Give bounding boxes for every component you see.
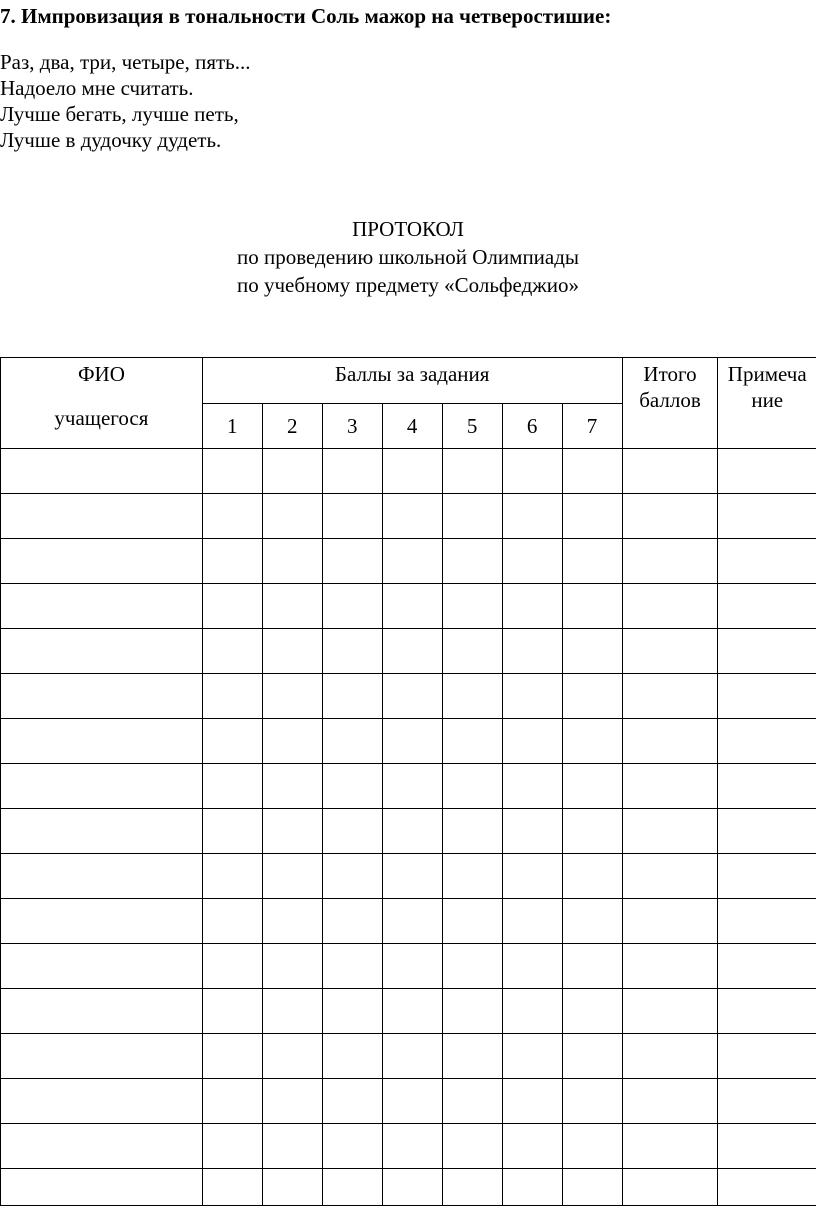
score-cell[interactable] bbox=[502, 1079, 562, 1124]
student-name-cell[interactable] bbox=[1, 1034, 203, 1079]
score-cell[interactable] bbox=[502, 944, 562, 989]
table-row bbox=[1, 494, 816, 539]
score-cell[interactable] bbox=[502, 539, 562, 584]
task-number: 5 bbox=[442, 404, 502, 449]
fio-header-line2: учащегося bbox=[54, 406, 149, 430]
note-cell[interactable] bbox=[718, 1124, 816, 1169]
note-cell[interactable] bbox=[718, 854, 816, 899]
score-cell[interactable] bbox=[502, 719, 562, 764]
table-row bbox=[1, 449, 816, 494]
score-cell[interactable] bbox=[202, 944, 262, 989]
note-cell[interactable] bbox=[718, 1034, 816, 1079]
note-cell[interactable] bbox=[718, 584, 816, 629]
score-cell[interactable] bbox=[202, 494, 262, 539]
total-cell[interactable] bbox=[622, 1124, 718, 1169]
score-cell[interactable] bbox=[262, 1079, 322, 1124]
score-cell[interactable] bbox=[262, 674, 322, 719]
student-name-cell[interactable] bbox=[1, 629, 203, 674]
score-cell[interactable] bbox=[562, 809, 622, 854]
table-row bbox=[1, 1079, 816, 1124]
score-cell[interactable] bbox=[262, 899, 322, 944]
score-cell[interactable] bbox=[442, 584, 502, 629]
poem-line: Надоело мне считать. bbox=[0, 76, 194, 100]
student-name-cell[interactable] bbox=[1, 989, 203, 1034]
score-cell[interactable] bbox=[322, 1034, 382, 1079]
student-name-cell[interactable] bbox=[1, 539, 203, 584]
score-cell[interactable] bbox=[322, 899, 382, 944]
protocol-header bbox=[0, 215, 816, 299]
note-cell[interactable] bbox=[718, 629, 816, 674]
score-cell[interactable] bbox=[202, 764, 262, 809]
score-cell[interactable] bbox=[502, 899, 562, 944]
table-row bbox=[1, 674, 816, 719]
poem-line: Лучше в дудочку дудеть. bbox=[0, 128, 222, 152]
total-cell[interactable] bbox=[622, 629, 718, 674]
score-cell[interactable] bbox=[322, 1124, 382, 1169]
student-name-cell[interactable] bbox=[1, 719, 203, 764]
score-cell[interactable] bbox=[322, 944, 382, 989]
note-header-line1: Примеча bbox=[727, 362, 807, 386]
score-cell[interactable] bbox=[562, 584, 622, 629]
protocol-title: ПРОТОКОЛ bbox=[352, 217, 464, 241]
score-cell[interactable] bbox=[262, 584, 322, 629]
score-cell[interactable] bbox=[562, 899, 622, 944]
score-cell[interactable] bbox=[562, 539, 622, 584]
score-cell[interactable] bbox=[202, 809, 262, 854]
score-cell[interactable] bbox=[562, 1124, 622, 1169]
score-cell[interactable] bbox=[442, 629, 502, 674]
score-cell[interactable] bbox=[262, 764, 322, 809]
poem-line: Раз, два, три, четыре, пять... bbox=[0, 50, 251, 74]
score-cell[interactable] bbox=[502, 854, 562, 899]
table-row bbox=[1, 989, 816, 1034]
note-cell[interactable] bbox=[718, 764, 816, 809]
total-cell[interactable] bbox=[622, 809, 718, 854]
table-row bbox=[1, 719, 816, 764]
table-row bbox=[1, 764, 816, 809]
score-cell[interactable] bbox=[262, 1124, 322, 1169]
score-cell[interactable] bbox=[502, 584, 562, 629]
score-cell[interactable] bbox=[562, 1079, 622, 1124]
note-cell[interactable] bbox=[718, 449, 816, 494]
total-cell[interactable] bbox=[622, 719, 718, 764]
score-cell[interactable] bbox=[382, 629, 442, 674]
table-row bbox=[1, 629, 816, 674]
poem bbox=[0, 49, 251, 153]
score-cell[interactable] bbox=[382, 1079, 442, 1124]
note-cell[interactable] bbox=[718, 944, 816, 989]
score-cell[interactable] bbox=[562, 719, 622, 764]
total-cell[interactable] bbox=[622, 1079, 718, 1124]
score-cell[interactable] bbox=[442, 944, 502, 989]
score-cell[interactable] bbox=[202, 674, 262, 719]
student-name-cell[interactable] bbox=[1, 899, 203, 944]
total-cell[interactable] bbox=[622, 944, 718, 989]
score-cell[interactable] bbox=[502, 1034, 562, 1079]
score-cell[interactable] bbox=[382, 1034, 442, 1079]
task-number: 4 bbox=[382, 404, 442, 449]
score-cell[interactable] bbox=[262, 1169, 322, 1206]
score-cell[interactable] bbox=[382, 674, 442, 719]
table-row bbox=[1, 809, 816, 854]
score-cell[interactable] bbox=[502, 629, 562, 674]
table-row bbox=[1, 539, 816, 584]
table-row bbox=[1, 854, 816, 899]
score-cell[interactable] bbox=[382, 809, 442, 854]
table-row bbox=[1, 899, 816, 944]
task-number: 2 bbox=[262, 404, 322, 449]
score-cell[interactable] bbox=[442, 719, 502, 764]
student-name-cell[interactable] bbox=[1, 584, 203, 629]
student-name-cell[interactable] bbox=[1, 1169, 203, 1206]
score-cell[interactable] bbox=[322, 1079, 382, 1124]
score-cell[interactable] bbox=[382, 1124, 442, 1169]
protocol-subtitle: по проведению школьной Олимпиады bbox=[236, 245, 580, 269]
score-cell[interactable] bbox=[382, 764, 442, 809]
score-cell[interactable] bbox=[442, 1169, 502, 1206]
total-cell[interactable] bbox=[622, 1034, 718, 1079]
score-cell[interactable] bbox=[502, 494, 562, 539]
score-cell[interactable] bbox=[442, 674, 502, 719]
student-name-cell[interactable] bbox=[1, 944, 203, 989]
score-cell[interactable] bbox=[442, 899, 502, 944]
total-cell[interactable] bbox=[622, 674, 718, 719]
score-cell[interactable] bbox=[322, 809, 382, 854]
score-cell[interactable] bbox=[202, 584, 262, 629]
score-cell[interactable] bbox=[262, 629, 322, 674]
header-row bbox=[1, 358, 816, 404]
score-cell[interactable] bbox=[202, 1034, 262, 1079]
score-cell[interactable] bbox=[322, 494, 382, 539]
note-cell[interactable] bbox=[718, 899, 816, 944]
score-cell[interactable] bbox=[382, 899, 442, 944]
fio-header-line1: ФИО bbox=[77, 362, 125, 386]
total-cell[interactable] bbox=[622, 494, 718, 539]
results-table bbox=[0, 357, 816, 1206]
score-cell[interactable] bbox=[442, 764, 502, 809]
score-cell[interactable] bbox=[562, 854, 622, 899]
student-name-cell[interactable] bbox=[1, 809, 203, 854]
task-number: 3 bbox=[322, 404, 382, 449]
student-name-cell[interactable] bbox=[1, 494, 203, 539]
score-cell[interactable] bbox=[562, 1034, 622, 1079]
score-cell[interactable] bbox=[442, 1079, 502, 1124]
score-cell[interactable] bbox=[382, 494, 442, 539]
score-cell[interactable] bbox=[202, 989, 262, 1034]
score-cell[interactable] bbox=[442, 449, 502, 494]
student-name-cell[interactable] bbox=[1, 1079, 203, 1124]
score-cell[interactable] bbox=[322, 764, 382, 809]
score-cell[interactable] bbox=[322, 539, 382, 584]
score-cell[interactable] bbox=[562, 764, 622, 809]
score-cell[interactable] bbox=[262, 449, 322, 494]
score-cell[interactable] bbox=[322, 584, 382, 629]
score-cell[interactable] bbox=[322, 854, 382, 899]
table-row bbox=[1, 1034, 816, 1079]
total-cell[interactable] bbox=[622, 1169, 718, 1206]
total-cell[interactable] bbox=[622, 764, 718, 809]
score-cell[interactable] bbox=[262, 539, 322, 584]
note-cell[interactable] bbox=[718, 719, 816, 764]
score-cell[interactable] bbox=[502, 1124, 562, 1169]
score-cell[interactable] bbox=[442, 1124, 502, 1169]
score-cell[interactable] bbox=[502, 989, 562, 1034]
score-cell[interactable] bbox=[502, 764, 562, 809]
poem-line: Лучше бегать, лучше петь, bbox=[0, 102, 239, 126]
score-cell[interactable] bbox=[442, 854, 502, 899]
score-cell[interactable] bbox=[502, 449, 562, 494]
table-row bbox=[1, 584, 816, 629]
score-cell[interactable] bbox=[382, 989, 442, 1034]
total-cell[interactable] bbox=[622, 449, 718, 494]
task-number: 7 bbox=[562, 404, 622, 449]
note-cell[interactable] bbox=[718, 539, 816, 584]
score-cell[interactable] bbox=[262, 944, 322, 989]
score-cell[interactable] bbox=[262, 854, 322, 899]
score-cell[interactable] bbox=[562, 494, 622, 539]
score-cell[interactable] bbox=[262, 1034, 322, 1079]
total-cell[interactable] bbox=[622, 539, 718, 584]
student-name-cell[interactable] bbox=[1, 449, 203, 494]
total-cell[interactable] bbox=[622, 989, 718, 1034]
score-cell[interactable] bbox=[202, 539, 262, 584]
score-cell[interactable] bbox=[382, 539, 442, 584]
score-cell[interactable] bbox=[442, 1034, 502, 1079]
note-header bbox=[718, 358, 816, 449]
note-cell[interactable] bbox=[718, 494, 816, 539]
score-cell[interactable] bbox=[202, 854, 262, 899]
score-cell[interactable] bbox=[262, 809, 322, 854]
score-cell[interactable] bbox=[382, 584, 442, 629]
note-cell[interactable] bbox=[718, 989, 816, 1034]
score-cell[interactable] bbox=[202, 719, 262, 764]
score-cell[interactable] bbox=[562, 674, 622, 719]
score-cell[interactable] bbox=[502, 809, 562, 854]
score-cell[interactable] bbox=[442, 539, 502, 584]
score-cell[interactable] bbox=[382, 1169, 442, 1206]
score-cell[interactable] bbox=[442, 494, 502, 539]
score-cell[interactable] bbox=[262, 989, 322, 1034]
student-name-cell[interactable] bbox=[1, 674, 203, 719]
note-cell[interactable] bbox=[718, 809, 816, 854]
note-cell[interactable] bbox=[718, 1169, 816, 1206]
score-cell[interactable] bbox=[322, 674, 382, 719]
table-row bbox=[1, 944, 816, 989]
score-cell[interactable] bbox=[442, 989, 502, 1034]
score-cell[interactable] bbox=[202, 449, 262, 494]
score-cell[interactable] bbox=[562, 944, 622, 989]
task-number: 6 bbox=[502, 404, 562, 449]
note-cell[interactable] bbox=[718, 1079, 816, 1124]
table-row bbox=[1, 1169, 816, 1206]
total-header-line1: Итого bbox=[643, 362, 697, 386]
student-name-cell[interactable] bbox=[1, 854, 203, 899]
table-row bbox=[1, 1124, 816, 1169]
score-cell[interactable] bbox=[562, 449, 622, 494]
student-name-cell[interactable] bbox=[1, 1124, 203, 1169]
score-cell[interactable] bbox=[382, 854, 442, 899]
score-cell[interactable] bbox=[322, 449, 382, 494]
score-cell[interactable] bbox=[202, 629, 262, 674]
score-cell[interactable] bbox=[562, 1169, 622, 1206]
score-cell[interactable] bbox=[502, 674, 562, 719]
score-cell[interactable] bbox=[202, 1124, 262, 1169]
score-cell[interactable] bbox=[202, 899, 262, 944]
protocol-subtitle: по учебному предмету «Сольфеджио» bbox=[236, 273, 580, 297]
total-header-line2: баллов bbox=[639, 388, 701, 412]
score-cell[interactable] bbox=[262, 719, 322, 764]
note-header-line2: ние bbox=[751, 388, 784, 412]
score-cell[interactable] bbox=[322, 719, 382, 764]
score-cell[interactable] bbox=[322, 989, 382, 1034]
score-cell[interactable] bbox=[382, 944, 442, 989]
score-cell[interactable] bbox=[382, 449, 442, 494]
score-cell[interactable] bbox=[322, 1169, 382, 1206]
total-header bbox=[622, 358, 718, 449]
score-cell[interactable] bbox=[442, 809, 502, 854]
total-cell[interactable] bbox=[622, 899, 718, 944]
scores-header: Баллы за задания bbox=[202, 358, 622, 404]
score-cell[interactable] bbox=[382, 719, 442, 764]
score-cell[interactable] bbox=[322, 629, 382, 674]
score-cell[interactable] bbox=[562, 629, 622, 674]
fio-header bbox=[1, 358, 203, 449]
task-number: 1 bbox=[202, 404, 262, 449]
score-cell[interactable] bbox=[202, 1079, 262, 1124]
score-cell[interactable] bbox=[262, 494, 322, 539]
score-cell[interactable] bbox=[562, 989, 622, 1034]
task-heading: 7. Импровизация в тональности Соль мажор на четверостишие: bbox=[0, 4, 612, 28]
total-cell[interactable] bbox=[622, 854, 718, 899]
score-cell[interactable] bbox=[202, 1169, 262, 1206]
score-cell[interactable] bbox=[502, 1169, 562, 1206]
student-name-cell[interactable] bbox=[1, 764, 203, 809]
note-cell[interactable] bbox=[718, 674, 816, 719]
total-cell[interactable] bbox=[622, 584, 718, 629]
